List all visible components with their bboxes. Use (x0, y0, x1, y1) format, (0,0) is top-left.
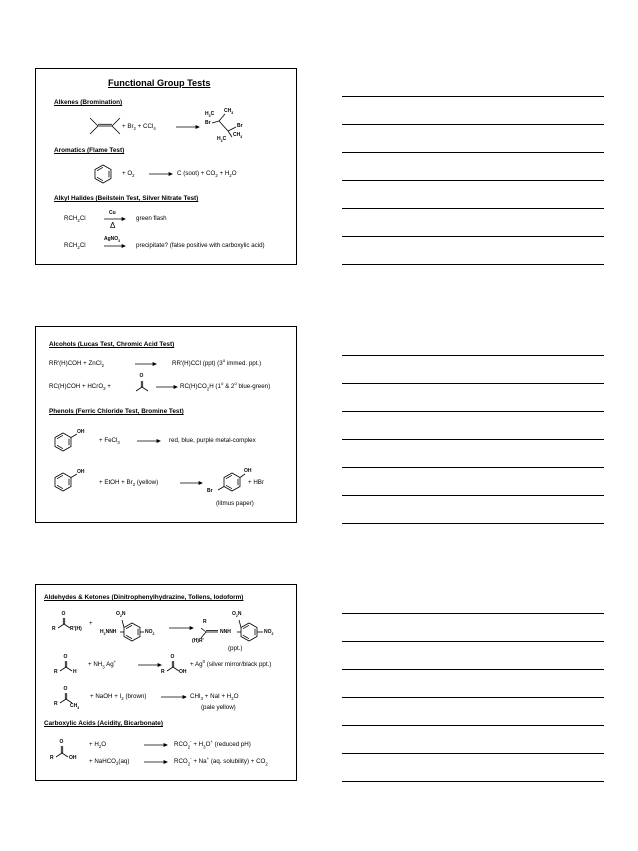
silver-nitrate-reagent: AgNO$_3$ (104, 236, 121, 243)
bromophenol-oh: OH (244, 468, 252, 474)
alcohols-heading: Alcohols (Lucas Test, Chromic Acid Test) (49, 341, 175, 348)
iodoform-reagents: + NaOH + $I_2$ (brown) (90, 693, 147, 702)
acidity-reagent: + $H_2O$ (89, 741, 107, 750)
tollens-aldehyde-r: R (54, 669, 58, 675)
dnp-plus: + (89, 620, 93, 627)
hydrazone-hr: (H)R' (192, 638, 204, 644)
iodoform-pale-yellow: (pale yellow) (201, 704, 236, 711)
beilstein-catalyst: Cu (109, 210, 116, 216)
tollens-acid-oh: OH (179, 669, 187, 675)
lucas-products: RR'(H)CCl (ppt) (3$^o$ immed. ppt.) (172, 358, 262, 368)
tollens-result: + $Ag^0$ (silver mirror/black ppt.) (190, 659, 272, 669)
beilstein-reactant: $RCH_2Cl$ (64, 215, 86, 224)
note-line (342, 725, 604, 726)
hydrazone-r: R (203, 619, 207, 625)
acetone-oxygen: O (139, 373, 144, 379)
ferric-chloride-result: red, blue, purple metal-complex (169, 437, 256, 444)
slide-title: Functional Group Tests (108, 78, 211, 88)
silver-nitrate-result: precipitate? (false positive with carboxylic acid) (136, 242, 265, 249)
carboxylic-oxygen: O (59, 739, 64, 745)
note-line (342, 152, 604, 153)
note-line (342, 383, 604, 384)
chromic-acid-reactants: RC(H)COH + HCrO$_3$ + (49, 383, 111, 392)
iodoform-ketone-oxygen: O (63, 686, 68, 692)
acidity-products: $RCO_2^- + H_3O^+$ (reduced pH) (174, 739, 251, 750)
note-line (342, 411, 604, 412)
beilstein-heat: Δ (110, 221, 116, 230)
dnp-reagent-h2nnh: $H_2NNH$ (100, 628, 117, 636)
ferric-chloride-reagent: + FeCl$_3$ (99, 437, 120, 446)
dibromide-ch3-top: $CH_3$ (224, 108, 234, 115)
bromine-test-reagents: + EtOH + $Br_2$ (yellow) (99, 479, 159, 488)
note-line (342, 208, 604, 209)
bromophenol-br: Br (207, 488, 213, 494)
dnp-carbonyl-rh: R'(H) (70, 626, 82, 632)
dibromide-h3c-top: $H_3C$ (205, 111, 215, 118)
note-line (342, 753, 604, 754)
flame-test-products: C (soot) + $CO_2 + H_2O$ (177, 170, 237, 179)
note-line (342, 96, 604, 97)
dibromide-ch3-bottom: $CH_3$ (233, 132, 243, 139)
tollens-acid-oxygen: O (170, 654, 175, 660)
note-line (342, 613, 604, 614)
litmus-paper-note: (litmus paper) (216, 500, 254, 507)
carboxylic-acids-heading: Carboxylic Acids (Acidity, Bicarbonate) (44, 720, 163, 727)
dnp-ppt-note: (ppt.) (228, 645, 243, 652)
bicarbonate-products: $RCO_2^- + Na^+$ (aq. solubility) + $CO_2$ (174, 756, 268, 767)
dnp-carbonyl-r: R (52, 626, 56, 632)
dibromide-br-right: Br (237, 123, 243, 129)
dnp-reagent-o2n: $O_2N$ (116, 611, 126, 618)
note-line (342, 124, 604, 125)
silver-nitrate-reactant: $RCH_2Cl$ (64, 242, 86, 251)
iodoform-ketone-r: R (54, 701, 58, 707)
carboxylic-r: R (50, 755, 54, 761)
bicarbonate-reagent: + NaHCO$_3$(aq) (89, 758, 130, 767)
chromic-acid-products: $RC(H)CO_2H$ (1$^o$ & 2$^o$ blue-green) (180, 381, 271, 392)
note-line (342, 467, 604, 468)
alkenes-heading: Alkenes (Bromination) (54, 99, 123, 106)
dnp-reagent-no2: $NO_2$ (145, 628, 155, 636)
note-line (342, 641, 604, 642)
note-line (342, 697, 604, 698)
dibromide-br-left: Br (205, 120, 211, 126)
hydrazone-nnh: NNH (220, 628, 231, 635)
aldehydes-ketones-heading: Aldehydes & Ketones (Dinitrophenylhydrazine, Tollens, Iodoform) (44, 594, 244, 601)
carboxylic-oh: OH (69, 755, 77, 761)
aromatics-heading: Aromatics (Flame Test) (54, 147, 125, 154)
note-line (342, 523, 604, 524)
iodoform-products: $CHI_3$ + NaI + $H_2O$ (190, 693, 239, 702)
note-line (342, 355, 604, 356)
tollens-aldehyde-h: H (73, 669, 77, 675)
note-line (342, 781, 604, 782)
lucas-reactants: RR'(H)COH + ZnCl$_2$ (49, 360, 104, 369)
bromine-test-hbr: + HBr (248, 479, 264, 486)
note-line (342, 236, 604, 237)
note-line (342, 439, 604, 440)
phenols-heading: Phenols (Ferric Chloride Test, Bromine Test) (49, 408, 184, 415)
note-line (342, 180, 604, 181)
bromination-reagents: + $Br_2 + CCl_4$ (122, 123, 156, 132)
hydrazone-o2n: $O_2N$ (232, 611, 242, 618)
dibromide-h3c-bottom: $H_3C$ (217, 136, 227, 143)
iodoform-ketone-ch3: $CH_3$ (70, 703, 80, 710)
phenol-2-oh: OH (77, 469, 85, 475)
note-line (342, 495, 604, 496)
note-line (342, 669, 604, 670)
alkyl-halides-heading: Alkyl Halides (Beilstein Test, Silver Nitrate Test) (54, 195, 199, 202)
tollens-acid-r: R (161, 669, 165, 675)
flame-test-reagent: + $O_2$ (122, 170, 135, 179)
note-line (342, 264, 604, 265)
tollens-aldehyde-oxygen: O (63, 654, 68, 660)
tollens-reagent: + $NH_3$ Ag+ (88, 659, 117, 670)
beilstein-result: green flash (136, 215, 167, 222)
dnp-carbonyl-oxygen: O (61, 611, 66, 617)
phenol-1-oh: OH (77, 429, 85, 435)
hydrazone-no2: $NO_2$ (264, 628, 274, 636)
